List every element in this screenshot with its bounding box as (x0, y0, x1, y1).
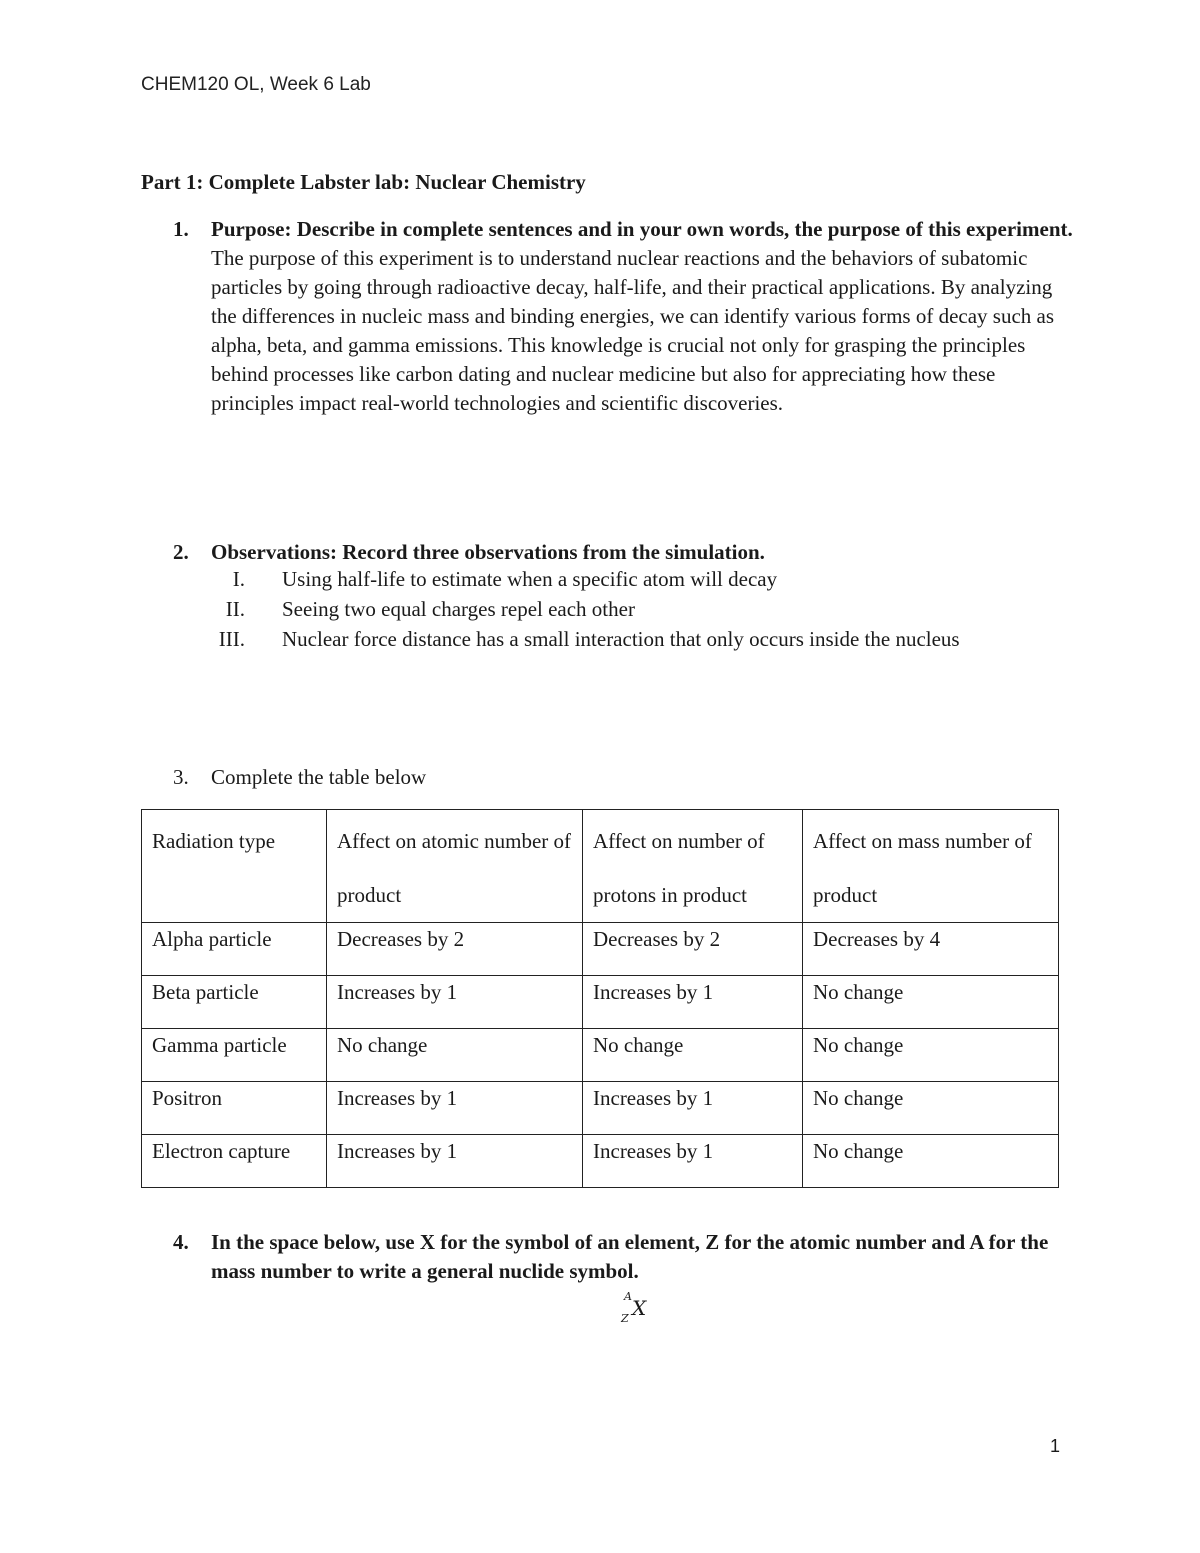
table-header-cell: Affect on atomic number of product (327, 810, 583, 923)
table-row (142, 1082, 1059, 1135)
observation-numeral: III. (218, 627, 245, 651)
question-2-number: 2. (173, 540, 189, 564)
table-cell: Electron capture (142, 1135, 327, 1188)
table-cell: Positron (142, 1082, 327, 1135)
table-cell: No change (803, 976, 1059, 1029)
table-cell: No change (583, 1029, 803, 1082)
table-cell: Increases by 1 (583, 976, 803, 1029)
table-cell: No change (803, 1082, 1059, 1135)
observation-text: Seeing two equal charges repel each other (282, 597, 635, 621)
nuclide-atomic-number: Z (621, 1312, 629, 1325)
table-cell: Decreases by 2 (327, 923, 583, 976)
table-cell: No change (803, 1135, 1059, 1188)
nuclide-element-symbol: X (632, 1296, 647, 1320)
question-2-prompt: Observations: Record three observations from the simulation. (211, 540, 765, 564)
table-cell: Alpha particle (142, 923, 327, 976)
table-cell: Increases by 1 (327, 976, 583, 1029)
observation-text: Using half-life to estimate when a specific atom will decay (282, 567, 778, 591)
table-header-cell: Radiation type (142, 810, 327, 923)
page-header: CHEM120 OL, Week 6 Lab (141, 74, 371, 95)
question-1-body (211, 215, 1081, 418)
question-1-number: 1. (173, 217, 189, 241)
observation-numeral: II. (225, 597, 245, 621)
table-cell: No change (803, 1029, 1059, 1082)
table-cell: Decreases by 2 (583, 923, 803, 976)
table-cell: Decreases by 4 (803, 923, 1059, 976)
table-cell: Beta particle (142, 976, 327, 1029)
table-row (142, 976, 1059, 1029)
table-header-row (142, 810, 1059, 923)
observation-numeral: I. (232, 567, 245, 591)
table-cell: Increases by 1 (327, 1082, 583, 1135)
table-row (142, 1029, 1059, 1082)
table-cell: No change (327, 1029, 583, 1082)
table-row (142, 923, 1059, 976)
table-header-cell: Affect on number of protons in product (583, 810, 803, 923)
question-3-number: 3. (173, 765, 189, 789)
question-1-answer: The purpose of this experiment is to understand nuclear reactions and the behaviors of subatomic particles by going through radioactive decay, half-life, and their practical applications. By analyzing the differences in nucleic mass and binding energies, we can identify various forms of decay such as alpha, beta, and gamma emissions. This knowledge is crucial not only for grasping the principles behind processes like carbon dating and nuclear medicine but also for appreciating how these principles impact real-world technologies and scientific discoveries. (211, 246, 1055, 415)
table-row (142, 1135, 1059, 1188)
part-title: Part 1: Complete Labster lab: Nuclear Chemistry (141, 170, 586, 194)
nuclide-mass-number: A (624, 1290, 632, 1303)
question-3-prompt: Complete the table below (211, 765, 427, 789)
table-header-cell: Affect on mass number of product (803, 810, 1059, 923)
radiation-table (141, 809, 1059, 1188)
question-4-number: 4. (173, 1230, 189, 1254)
table-cell: Gamma particle (142, 1029, 327, 1082)
table-cell: Increases by 1 (327, 1135, 583, 1188)
page-number: 1 (1050, 1436, 1061, 1456)
question-4-prompt: In the space below, use X for the symbol of an element, Z for the atomic number and A for the mass number to write a general nuclide symbol. (211, 1230, 1049, 1283)
observation-text: Nuclear force distance has a small interaction that only occurs inside the nucleus (282, 627, 960, 651)
table-cell: Increases by 1 (583, 1082, 803, 1135)
table-cell: Increases by 1 (583, 1135, 803, 1188)
question-1-prompt: Purpose: Describe in complete sentences and in your own words, the purpose of this experiment. (211, 217, 1073, 241)
